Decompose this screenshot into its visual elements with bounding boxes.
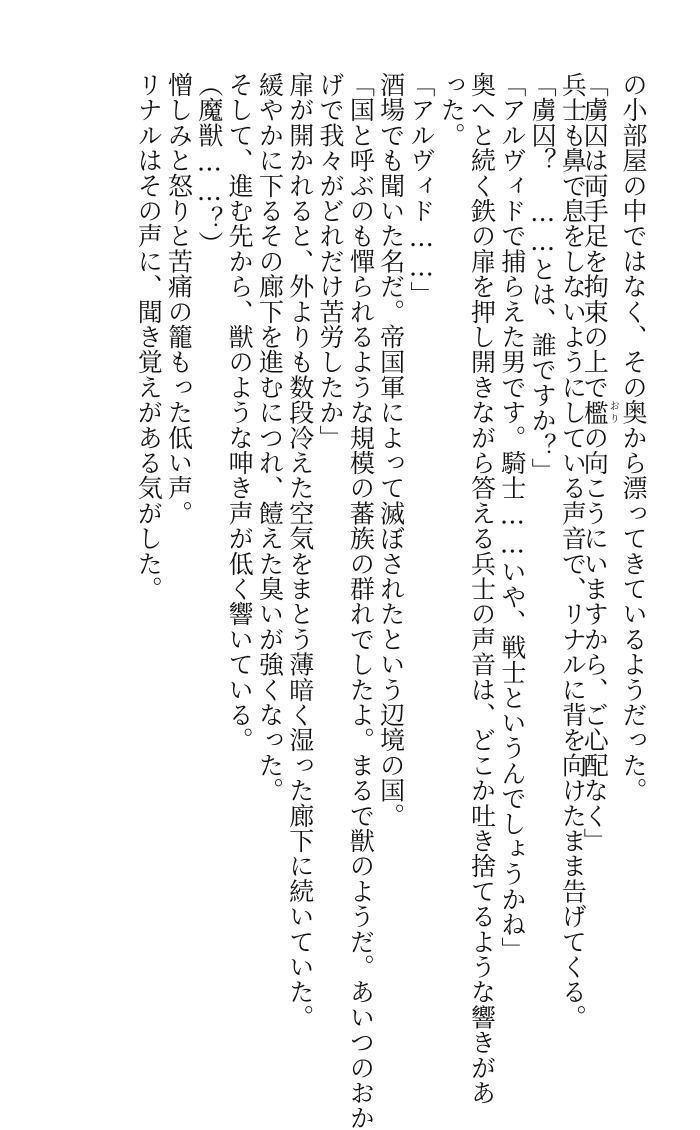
text-line: った。 [437,72,467,148]
text-line: 憎しみと怒りと苦痛の籠もった低い声。 [164,72,194,526]
text-line: 兵士も鼻で息をしないようにしている声音で、リナルに背を向けたまま告げてくる。 [558,72,588,1030]
ruby-reading: おり [607,399,619,425]
text-line: （魔獣……？） [194,72,224,257]
text-line: 「アルヴィド……」 [406,72,436,307]
text-line: の小部屋の中ではなく、その奥から漂ってきているようだった。 [619,72,648,803]
ruby-annotation: 檻おり [580,399,619,425]
text-line: 「国と呼ぶのも憚られるような規模の蕃族の群れでしたよ。まるで獣のようだ。あいつのおか [346,72,376,1130]
text-line: 緩やかに下るその廊下を進むにつれ、饐えた臭いが強くなった。 [255,72,285,803]
text-line: リナルはその声に、聞き覚えがある気がした。 [134,72,164,602]
text-line: 扉が開かれると、外よりも数段冷えた空気をまとう薄暗く湿った廊下に続いていた。 [285,72,315,1030]
text-line: 「虜囚？ ……とは、誰ですか？」 [528,72,558,484]
text-line: 「アルヴィドで捕らえた男です。騎士……いや、戦士というんでしょうかね」 [497,72,527,962]
text-line: げで我々がどれだけ苦労したか」 [316,72,346,450]
text-line: 奥へと続く鉄の扉を押し開きながら答える兵士の声音は、どこか吐き捨てるような響きがあ [467,72,497,1106]
vertical-text-body [133,72,648,1130]
text-line: そして、進む先から、獣のような呻き声が低く響いている。 [225,72,255,753]
text-line: 「虜囚は両手足を拘束の上で檻おりの向こうにいますから、ご心配なく」 [580,72,619,854]
text-line: 酒場でも聞いた名だ。帝国軍によって滅ぼされたという辺境の国。 [376,72,406,828]
